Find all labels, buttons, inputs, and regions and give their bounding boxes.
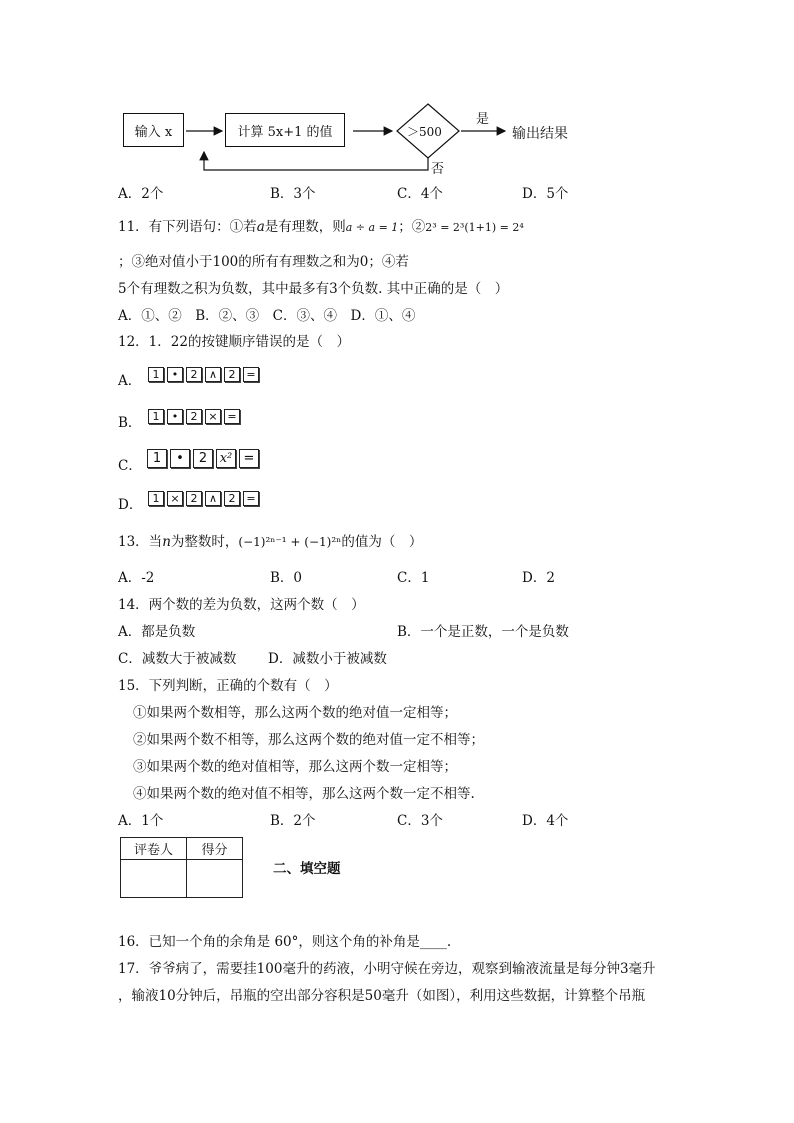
q13-expression: (−1)²ⁿ⁻¹ + (−1)²ⁿ: [238, 535, 342, 549]
key-2: 2: [193, 449, 213, 468]
key-1: 1: [147, 449, 167, 468]
q13-stem: [118, 533, 422, 551]
flow-compute-box: 计算 5x+1 的值: [225, 113, 345, 147]
key-2: 2: [224, 491, 240, 506]
q15-item-1: ①如果两个数相等，那么这两个数的绝对值一定相等；: [133, 705, 457, 721]
q12-stem: 12．1．22的按键顺序错误的是（ ）: [118, 334, 350, 350]
q12-option-b-label: B．: [118, 415, 142, 431]
key-2: 2: [186, 409, 202, 424]
q12-option-a-keys: [148, 367, 259, 382]
q10-option-c: C．4个: [397, 186, 443, 202]
score-header-score: 得分: [187, 838, 243, 860]
q13-mid: 为整数时，: [170, 534, 239, 550]
flow-arrows: [0, 0, 794, 200]
q13-option-c: C．1: [397, 570, 430, 586]
key-square: x²: [216, 449, 236, 468]
key-equals: =: [224, 409, 240, 424]
key-1: 1: [148, 367, 164, 382]
q12-option-a-label: A．: [118, 373, 142, 389]
q14-option-a: A．都是负数: [118, 624, 196, 640]
q17-line-1: 17．爷爷病了，需要挂100毫升的药液，小明守候在旁边，观察到输液流量是每分钟3毫升: [118, 961, 656, 977]
q13-option-b: B．0: [270, 570, 303, 586]
key-2: 2: [224, 367, 240, 382]
q11-options: A．①、② B．②、③ C．③、④ D．①、④: [118, 308, 416, 324]
key-equals: =: [243, 367, 259, 382]
q10-option-d: D．5个: [522, 186, 569, 202]
q16-stem: 16．已知一个角的余角是 60°，则这个角的补角是____.: [118, 934, 452, 950]
key-dot: •: [167, 409, 183, 424]
q13-option-a: A．-2: [118, 570, 155, 586]
q14-option-b: B．一个是正数，一个是负数: [397, 624, 569, 640]
q12-option-b-keys: [148, 409, 240, 424]
q13-suffix: 的值为（ ）: [341, 534, 423, 550]
q12-option-d-label: D．: [118, 497, 143, 513]
key-dot: •: [167, 367, 183, 382]
q15-option-a: A．1个: [118, 813, 164, 829]
section-title: 二、填空题: [273, 861, 341, 877]
q14-option-d: D．减数小于被减数: [268, 651, 387, 667]
q12-option-c-keys: [147, 449, 259, 468]
flow-no-label: 否: [431, 162, 445, 177]
score-cell-grader: [121, 860, 187, 898]
key-power: ∧: [205, 491, 221, 506]
q12-option-d-keys: [148, 491, 259, 506]
key-equals: =: [239, 449, 259, 468]
q15-option-d: D．4个: [522, 813, 569, 829]
score-cell-score: [187, 860, 243, 898]
key-power: ∧: [205, 367, 221, 382]
q11-line-2: ；③绝对值小于100的所有有理数之和为0；④若: [118, 254, 409, 270]
q14-stem: 14．两个数的差为负数，这两个数（ ）: [118, 597, 365, 613]
key-dot: •: [170, 449, 190, 468]
score-header-grader: 评卷人: [121, 838, 187, 860]
q10-option-b: B．3个: [270, 186, 316, 202]
q10-option-a: A．2个: [118, 186, 164, 202]
q15-option-b: B．2个: [270, 813, 316, 829]
q13-option-d: D．2: [522, 570, 555, 586]
key-1: 1: [148, 409, 164, 424]
flow-output-label: 输出结果: [512, 126, 568, 142]
key-times: ×: [205, 409, 221, 424]
q11-line-3: 5个有理数之积为负数，其中最多有3个负数. 其中正确的是（ ）: [118, 281, 509, 297]
key-2: 2: [186, 367, 202, 382]
q11-prefix: 11．有下列语句：①若: [118, 219, 257, 235]
key-2: 2: [186, 491, 202, 506]
q13-var: n: [162, 534, 171, 550]
q15-stem: 15．下列判断，正确的个数有（ ）: [118, 678, 338, 694]
q13-prefix: 13．当: [118, 534, 163, 550]
q15-item-4: ④如果两个数的绝对值不相等，那么这两个数一定不相等.: [133, 786, 475, 802]
key-equals: =: [243, 491, 259, 506]
key-1: 1: [148, 491, 164, 506]
q11-sep: ；②: [398, 219, 426, 235]
q11-var: a: [256, 219, 265, 235]
q11-power-expr: 2³ = 2³(1+1) = 2⁴: [425, 221, 524, 234]
key-times: ×: [167, 491, 183, 506]
q15-option-c: C．3个: [397, 813, 443, 829]
q11-line-1: [118, 218, 524, 237]
q15-item-3: ③如果两个数的绝对值相等，那么这两个数一定相等；: [133, 759, 457, 775]
flow-condition-label: ＞500: [407, 125, 442, 139]
flow-yes-label: 是: [476, 112, 490, 127]
q17-line-2: ，输液10分钟后，吊瓶的空出部分容积是50毫升（如图），利用这些数据，计算整个吊瓶: [118, 988, 646, 1004]
q12-option-c-label: C．: [118, 458, 142, 474]
q15-item-2: ②如果两个数不相等，那么这两个数的绝对值一定不相等；: [133, 732, 484, 748]
flow-input-box: 输入 x: [123, 113, 184, 147]
score-table: [120, 837, 243, 898]
q11-equation: a ÷ a = 1: [345, 221, 399, 234]
q11-mid: 是有理数，则: [264, 219, 346, 235]
q14-option-c: C．减数大于被减数: [118, 651, 237, 667]
